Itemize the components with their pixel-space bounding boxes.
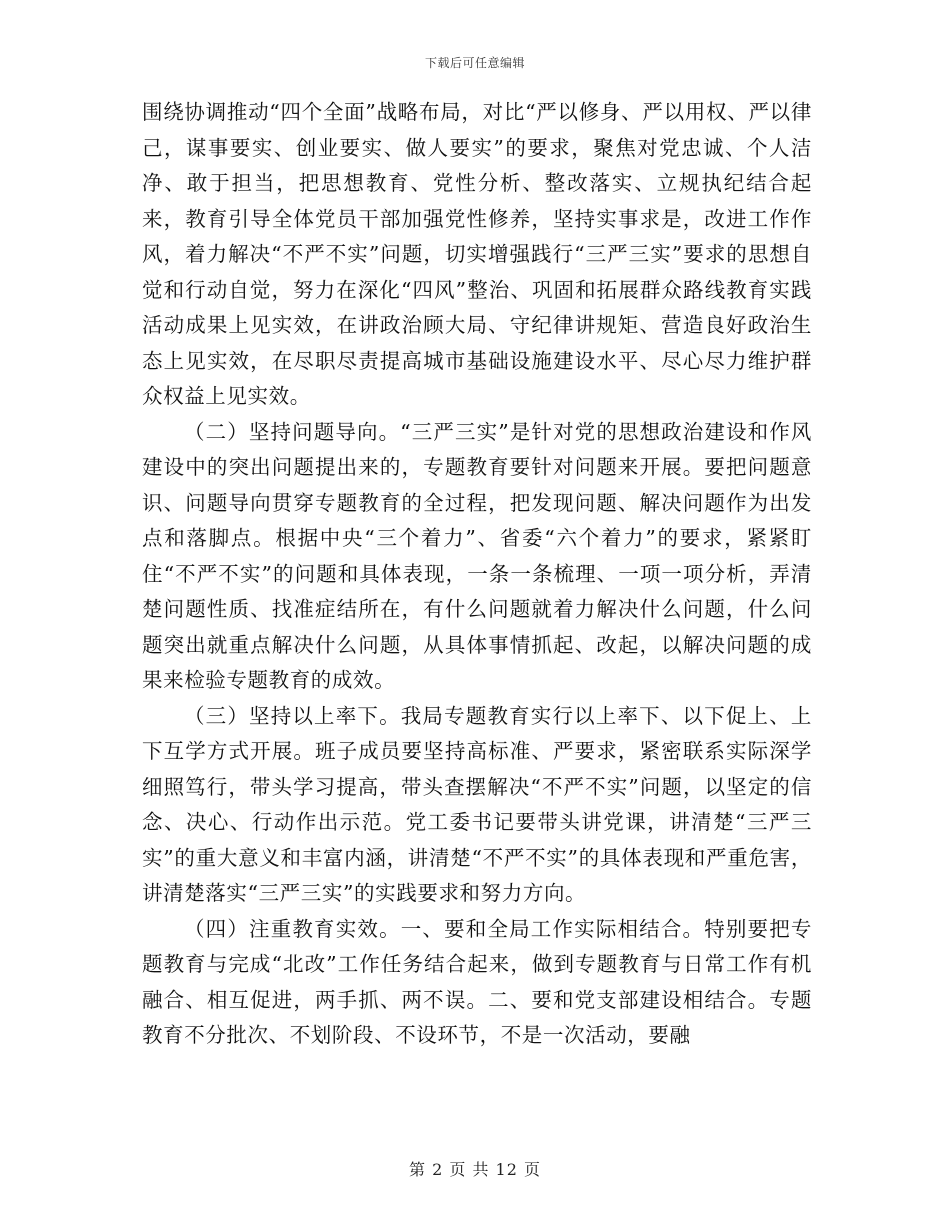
page-header: 下载后可任意编辑 <box>424 56 525 70</box>
paragraph-lead-by-example: （三）坚持以上率下。我局专题教育实行以上率下、以下促上、上下互学方式开展。班子成员要坚持高标准、严要求，紧密联系实际深学细照笃行，带头学习提高，带头查摆解决“不严不实”问题，以坚定的信念、决心、行动作出示范。党工委书记要带头讲党课，讲清楚“三严三实”的重大意义和丰富内涵，讲清楚“不严不实”的具体表现和严重危害，讲清楚落实“三严三实”的实践要求和努力方向。 <box>142 703 812 905</box>
paragraph-education-effectiveness: （四）注重教育实效。一、要和全局工作实际相结合。特别要把专题教育与完成“北改”工作任务结合起来，做到专题教育与日常工作有机融合、相互促进，两手抓、两不误。二、要和党支部建设相结合。专题教育不分批次、不划阶段、不设环节，不是一次活动，要融 <box>142 916 812 1047</box>
document-body <box>142 95 812 1054</box>
paragraph-problem-orientation: （二）坚持问题导向。“三严三实”是针对党的思想政治建设和作风建设中的突出问题提出来的，专题教育要针对问题来开展。要把问题意识、问题导向贯穿专题教育的全过程，把发现问题、解决问题作为出发点和落脚点。根据中央“三个着力”、省委“六个着力”的要求，紧紧盯住“不严不实”的问题和具体表现，一条一条梳理、一项一项分析，弄清楚问题性质、找准症结所在，有什么问题就着力解决什么问题，什么问题突出就重点解决什么问题，从具体事情抓起、改起，以解决问题的成果来检验专题教育的成效。 <box>142 419 812 692</box>
paragraph-continuation: 围绕协调推动“四个全面”战略布局，对比“严以修身、严以用权、严以律己，谋事要实、创业要实、做人要实”的要求，聚焦对党忠诚、个人洁净、敢于担当，把思想教育、党性分析、整改落实、立规执纪结合起来，教育引导全体党员干部加强党性修养，坚持实事求是，改进工作作风，着力解决“不严不实”问题，切实增强践行“三严三实”要求的思想自觉和行动自觉，努力在深化“四风”整治、巩固和拓展群众路线教育实践活动成果上见实效，在讲政治顾大局、守纪律讲规矩、营造良好政治生态上见实效，在尽职尽责提高城市基础设施建设水平、尽心尽力维护群众权益上见实效。 <box>142 100 812 408</box>
page-footer: 第 2 页 共 12 页 <box>409 1160 541 1179</box>
